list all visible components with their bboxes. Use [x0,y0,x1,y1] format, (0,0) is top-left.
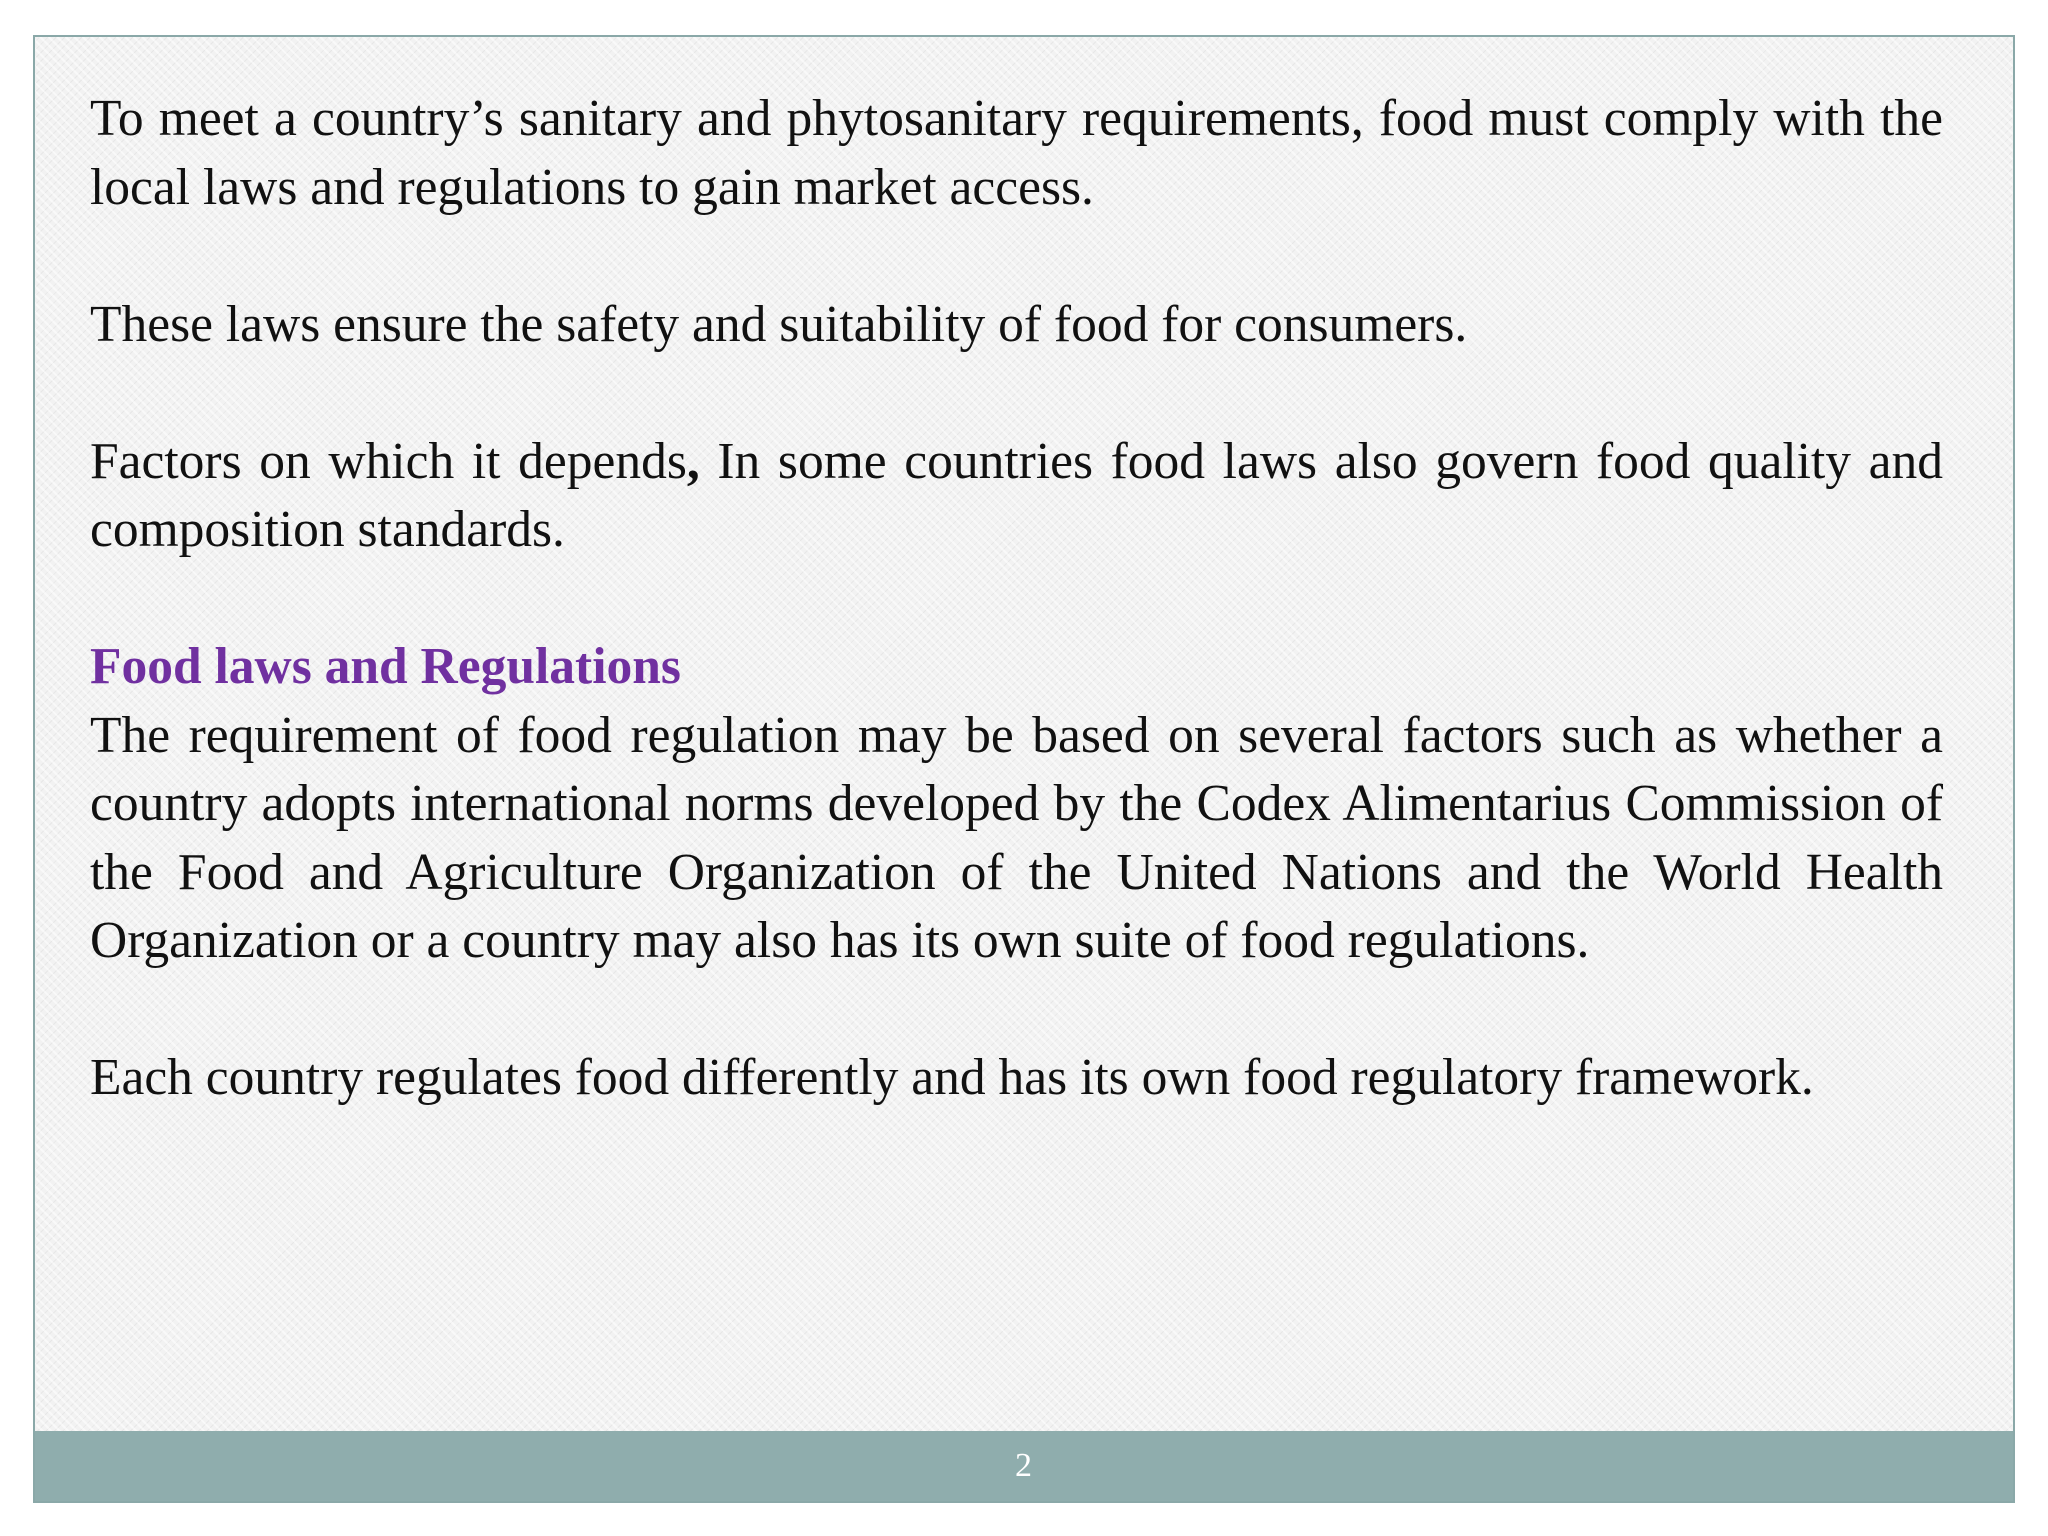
paragraph-factors-rest: In some countries food laws also govern food quality and composition standards. [90,432,1943,558]
slide [33,35,2015,1503]
footer-bar [35,1431,2013,1501]
paragraph-safety: These laws ensure the safety and suitability of food for consumers. [90,295,1468,353]
section-heading: Food laws and Regulations [90,638,681,695]
paragraph-market-access: To meet a country’s sanitary and phytosanitary requirements, food must comply with the local laws and regulations to gain market access. [90,90,1943,216]
paragraph-factors-lead: Factors on which it depends [90,432,687,490]
paragraph-spacer [90,359,1943,428]
slide-body [90,85,1943,1113]
paragraph-factors-comma: , [686,432,700,490]
paragraph-spacer [90,976,1943,1045]
paragraph-factors [90,428,1943,565]
paragraph-framework: Each country regulates food differently and has its own food regulatory framework. [90,1049,1814,1106]
paragraph-spacer [90,565,1943,634]
page-number: 2 [1015,1447,1033,1484]
paragraph-spacer [90,222,1943,291]
paragraph-codex: The requirement of food regulation may be based on several factors such as whether a country adopts international norms developed by the Codex Alimentarius Commission of the Food and Agriculture Organization of the United Nations and the World Health Organization or a country may also has its own suite of food regulations. [90,706,1943,969]
